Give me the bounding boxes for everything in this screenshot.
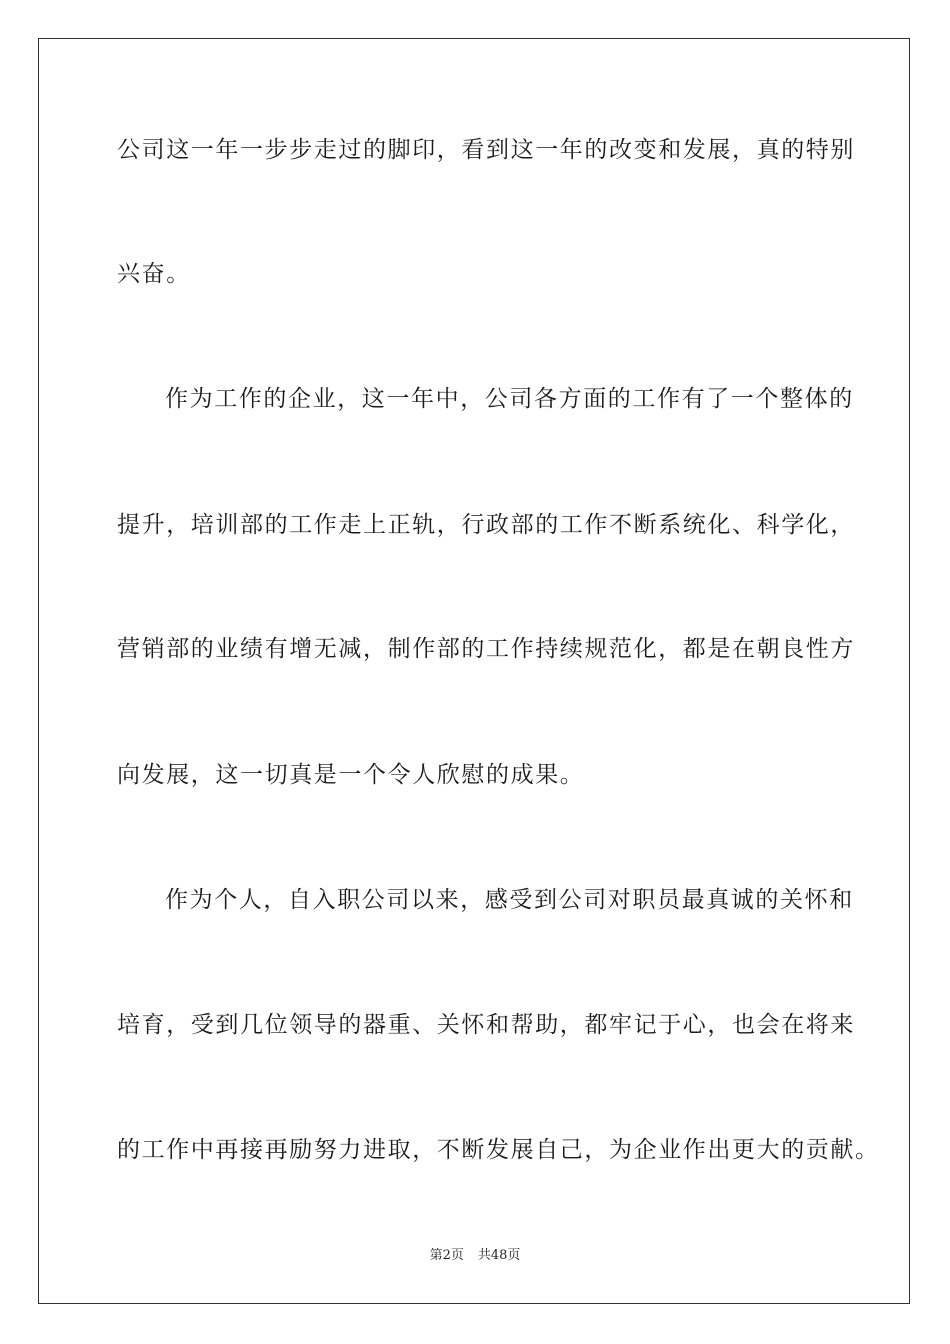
paragraph-start-line: 作为工作的企业，这一年中，公司各方面的工作有了一个整体的 — [165, 386, 854, 412]
text-line: 培育，受到几位领导的器重、关怀和帮助，都牢记于心，也会在将来 — [117, 1012, 855, 1038]
text-line: 的工作中再接再励努力进取，不断发展自己，为企业作出更大的贡献。 — [117, 1137, 880, 1163]
text-line: 向发展，这一切真是一个令人欣慰的成果。 — [117, 762, 585, 788]
page-total: 共48页 — [477, 1248, 521, 1263]
paragraph-start-line: 作为个人，自入职公司以来，感受到公司对职员最真诚的关怀和 — [165, 887, 854, 913]
text-line: 兴奋。 — [117, 261, 191, 287]
page-border — [38, 38, 910, 1304]
text-line: 公司这一年一步步走过的脚印，看到这一年的改变和发展，真的特别 — [117, 137, 855, 163]
text-line: 营销部的业绩有增无减，制作部的工作持续规范化，都是在朝良性方 — [117, 636, 855, 662]
page-footer — [0, 1248, 950, 1264]
page-number: 第2页 — [429, 1248, 464, 1263]
text-line: 提升，培训部的工作走上正轨，行政部的工作不断系统化、科学化， — [117, 512, 855, 538]
